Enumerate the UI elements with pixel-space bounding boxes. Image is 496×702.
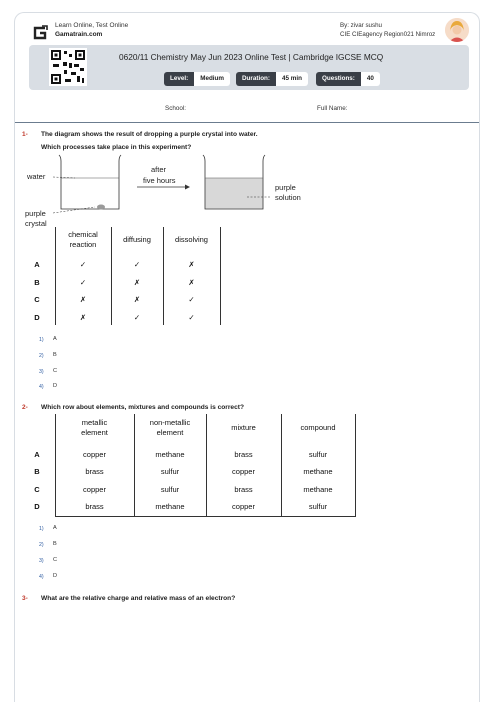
option-number: 4) <box>39 384 44 390</box>
table-cell: brass <box>85 502 104 511</box>
table-cell: copper <box>232 502 255 511</box>
brand-site[interactable]: Gamatrain.com <box>55 31 103 38</box>
table-cell: sulfur <box>160 467 180 476</box>
row-label: C <box>34 485 40 494</box>
author-region: CIE CIEagency Region021 Nimroz <box>340 31 436 38</box>
duration-value: 45 min <box>276 72 308 86</box>
question-1-text: The diagram shows the result of dropping a purple crystal into water. <box>41 131 258 138</box>
answer-option-b[interactable]: B <box>53 352 57 358</box>
question-1-subtext: Which processes take place in this experiment? <box>41 144 192 151</box>
answer-option-a[interactable]: A <box>53 336 57 342</box>
question-1-number: 1- <box>22 131 28 138</box>
questions-badge <box>316 72 380 86</box>
question-1-table <box>25 227 225 327</box>
table-cell: brass <box>234 485 253 494</box>
avatar <box>445 18 469 42</box>
qr-code-icon <box>49 48 87 86</box>
exam-title: 0620/11 Chemistry May Jun 2023 Online Test | Cambridge IGCSE MCQ <box>119 52 384 62</box>
option-number: 1) <box>39 337 44 343</box>
row-label: C <box>34 295 40 304</box>
answer-option-c[interactable]: C <box>53 368 58 374</box>
duration-label: Duration: <box>236 72 276 86</box>
answer-option-d[interactable]: D <box>53 383 58 389</box>
diffusion-diagram <box>23 153 323 233</box>
table-cell: methane <box>303 467 333 476</box>
level-value: Medium <box>194 72 230 86</box>
row-label: A <box>34 450 40 459</box>
table-cell: ✗ <box>79 313 87 322</box>
answer-option-d[interactable]: D <box>53 573 58 579</box>
table-cell: sulfur <box>308 502 328 511</box>
gamatrain-logo-icon <box>31 25 49 41</box>
author-name: By: zivar sushu <box>340 22 382 29</box>
label-purple-solution-1: purple <box>275 183 296 192</box>
table-cell: methane <box>155 450 185 459</box>
label-after: after <box>151 165 167 174</box>
answer-option-c[interactable]: C <box>53 557 58 563</box>
table-cell: ✓ <box>188 295 195 304</box>
level-badge <box>164 72 230 86</box>
option-number: 2) <box>39 353 44 359</box>
question-2-table <box>25 414 365 518</box>
question-3-number: 3- <box>22 595 28 602</box>
table-cell: copper <box>232 467 255 476</box>
table-cell: ✗ <box>133 295 141 304</box>
row-label: B <box>34 467 40 476</box>
school-field: School: <box>165 105 187 112</box>
question-2-text: Which row about elements, mixtures and compounds is correct? <box>41 404 244 411</box>
questions-value: 40 <box>361 72 380 86</box>
table-cell: ✓ <box>79 260 87 269</box>
column-header: compound <box>300 423 336 432</box>
table-cell: brass <box>234 450 253 459</box>
table-cell: ✗ <box>188 260 195 269</box>
option-number: 4) <box>39 574 44 580</box>
exam-page <box>14 12 480 702</box>
exam-header <box>29 45 469 90</box>
full-name-field: Full Name: <box>317 105 348 112</box>
column-header: diffusing <box>123 235 151 244</box>
questions-label: Questions: <box>316 72 361 86</box>
table-cell: ✓ <box>79 278 87 287</box>
table-cell: ✓ <box>188 313 195 322</box>
table-cell: ✗ <box>188 278 195 287</box>
column-header: mixture <box>231 423 256 432</box>
table-cell: methane <box>155 502 185 511</box>
row-label: B <box>34 278 40 287</box>
label-purple-solution-2: solution <box>275 193 301 202</box>
table-cell: brass <box>85 467 104 476</box>
table-cell: ✓ <box>133 260 141 269</box>
column-header: non-metallic element <box>149 418 191 437</box>
label-crystal: crystal <box>25 219 47 228</box>
label-water: water <box>27 172 46 181</box>
question-2-number: 2- <box>22 404 28 411</box>
column-header: chemical reaction <box>68 230 98 249</box>
row-label: A <box>34 260 40 269</box>
table-cell: methane <box>303 485 333 494</box>
option-number: 1) <box>39 526 44 532</box>
table-cell: sulfur <box>160 485 180 494</box>
table-cell: copper <box>83 450 106 459</box>
column-header: metallic element <box>81 418 108 437</box>
table-cell: ✗ <box>133 278 141 287</box>
table-cell: copper <box>83 485 106 494</box>
duration-badge <box>236 72 308 86</box>
table-cell: ✗ <box>79 295 87 304</box>
level-label: Level: <box>164 72 194 86</box>
label-five-hours: five hours <box>143 176 176 185</box>
answer-option-b[interactable]: B <box>53 541 57 547</box>
label-purple: purple <box>25 209 46 218</box>
option-number: 3) <box>39 369 44 375</box>
answer-option-a[interactable]: A <box>53 525 57 531</box>
table-cell: sulfur <box>308 450 328 459</box>
row-label: D <box>34 313 40 322</box>
question-3-text: What are the relative charge and relative mass of an electron? <box>41 595 236 602</box>
header-divider <box>15 122 479 123</box>
row-label: D <box>34 502 40 511</box>
option-number: 3) <box>39 558 44 564</box>
table-cell: ✓ <box>133 313 141 322</box>
brand-tagline: Learn Online, Test Online <box>55 22 129 29</box>
option-number: 2) <box>39 542 44 548</box>
column-header: dissolving <box>175 235 208 244</box>
